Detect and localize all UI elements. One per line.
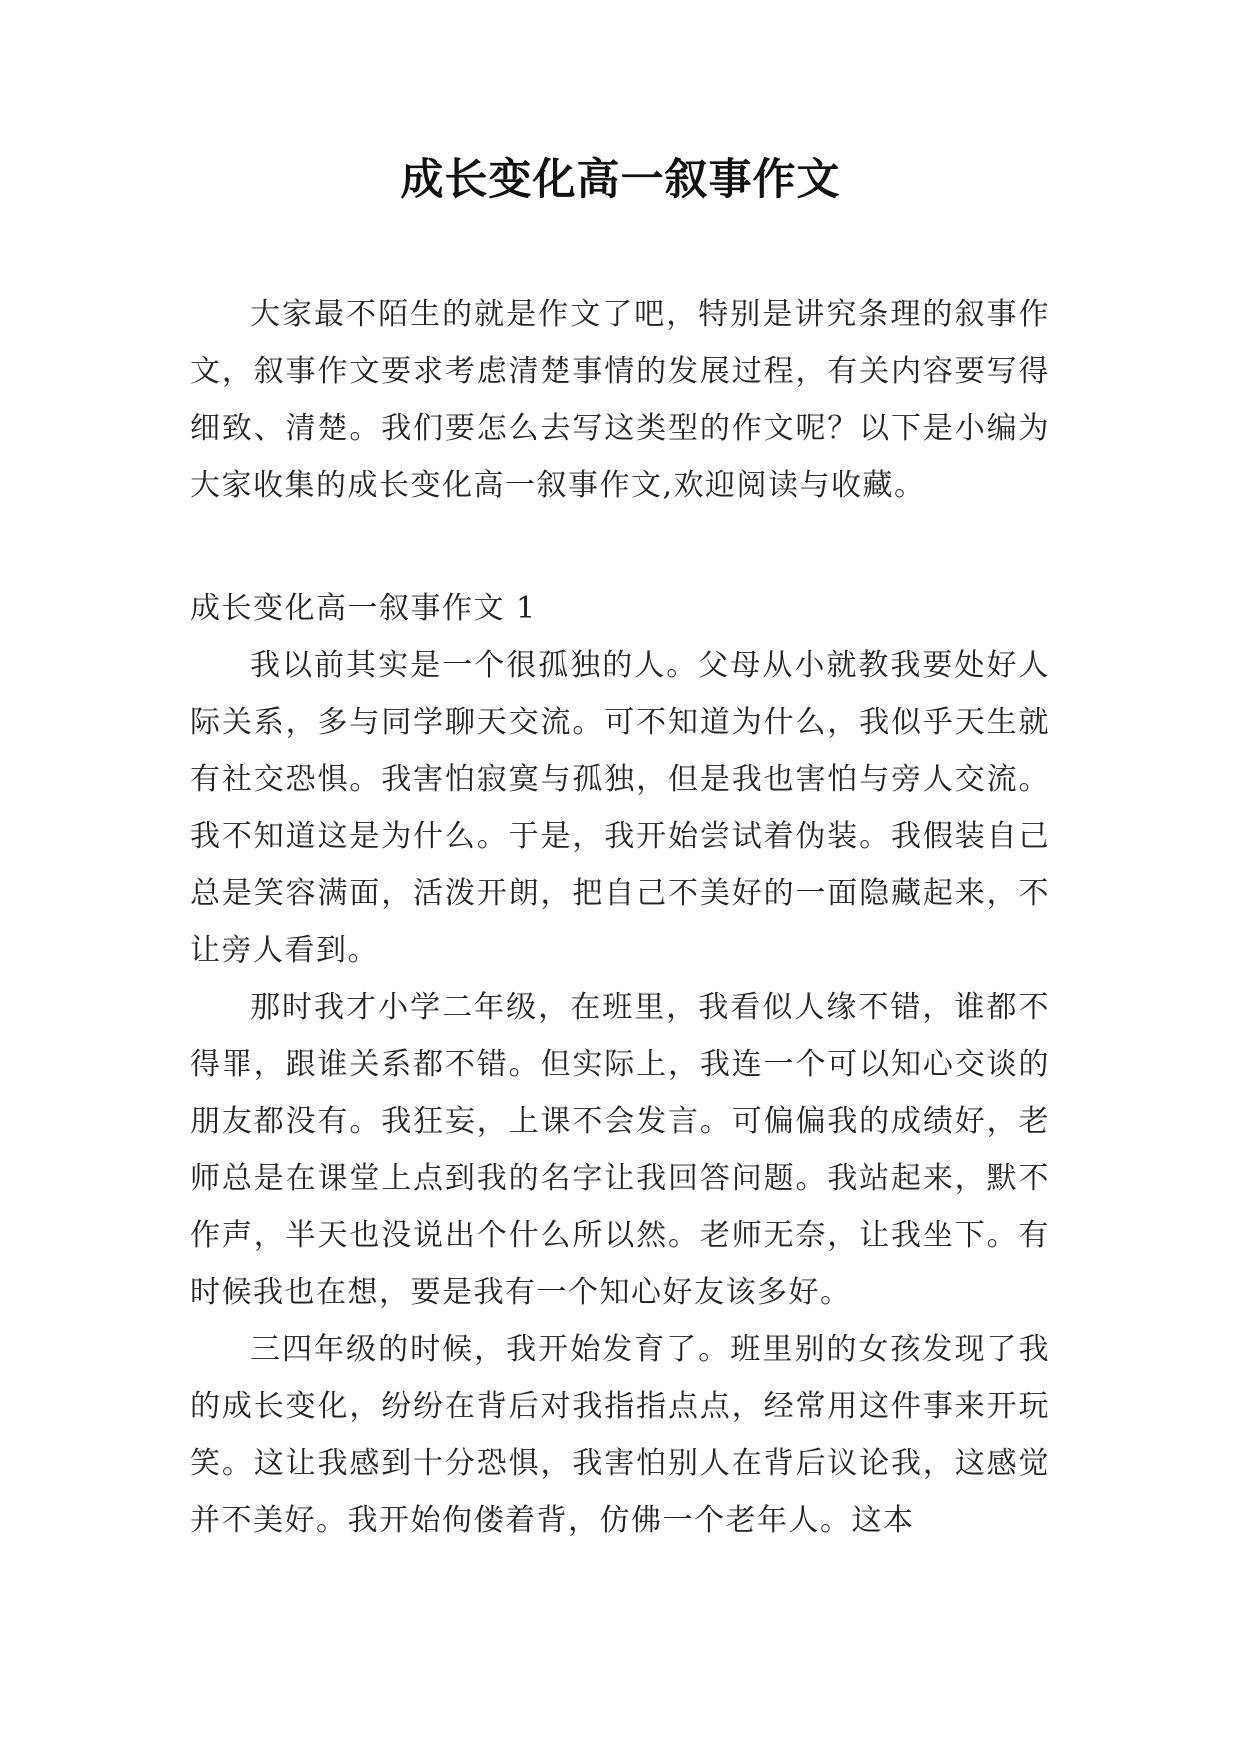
essay-paragraph-2: 那时我才小学二年级，在班里，我看似人缘不错，谁都不得罪，跟谁关系都不错。但实际上，我连一个可以知心交谈的朋友都没有。我狂妄，上课不会发言。可偏偏我的成绩好，老师总是在课堂上点到我的名字让我回答问题。我站起来，默不作声，半天也没说出个什么所以然。老师无奈，让我坐下。有时候我也在想，要是我有一个知心好友该多好。 [190, 990, 1050, 1310]
intro-block [190, 286, 1050, 514]
essay-paragraph-1: 我以前其实是一个很孤独的人。父母从小就教我要处好人际关系，多与同学聊天交流。可不知道为什么，我似乎天生就有社交恐惧。我害怕寂寞与孤独，但是我也害怕与旁人交流。我不知道这是为什么。于是，我开始尝试着伪装。我假装自己总是笑容满面，活泼开朗，把自己不美好的一面隐藏起来，不让旁人看到。 [190, 648, 1050, 968]
essay-section [190, 580, 1050, 1549]
intro-paragraph: 大家最不陌生的就是作文了吧，特别是讲究条理的叙事作文，叙事作文要求考虑清楚事情的发展过程，有关内容要写得细致、清楚。我们要怎么去写这类型的作文呢？以下是小编为大家收集的成长变化高一叙事作文,欢迎阅读与收藏。 [190, 297, 1050, 503]
section-heading: 成长变化高一叙事作文 1 [190, 591, 537, 626]
essay-paragraph-3: 三四年级的时候，我开始发育了。班里别的女孩发现了我的成长变化，纷纷在背后对我指指点点，经常用这件事来开玩笑。这让我感到十分恐惧，我害怕别人在背后议论我，这感觉并不美好。我开始佝偻着背，仿佛一个老年人。这本 [190, 1332, 1050, 1538]
document-title: 成长变化高一叙事作文 [400, 155, 841, 205]
